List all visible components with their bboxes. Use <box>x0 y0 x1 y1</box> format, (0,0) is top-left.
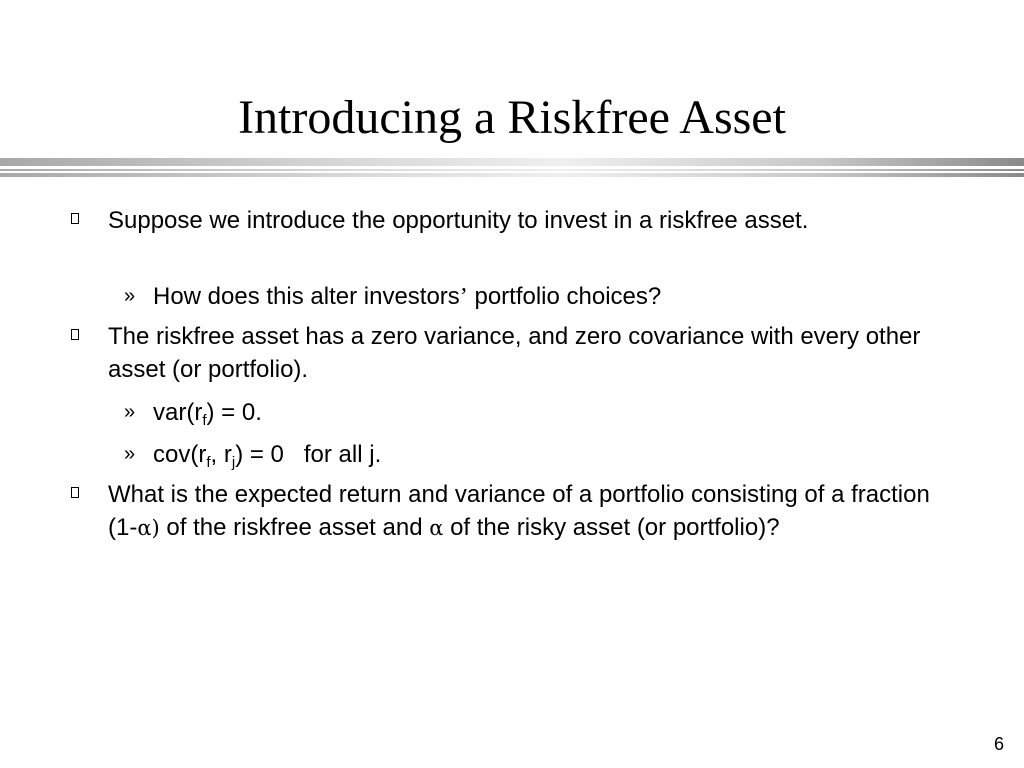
sub-bullet-marker: » <box>124 285 136 307</box>
subscript: j <box>231 454 236 471</box>
apostrophe: ’ <box>459 284 468 310</box>
bullet-text <box>108 478 938 545</box>
sub-text-part: portfolio choices? <box>467 283 662 310</box>
bullet-text: Suppose we introduce the opportunity to invest in a riskfree asset. <box>108 207 809 234</box>
bullet-text-part: of the risky asset (or portfolio)? <box>443 514 780 541</box>
sub-text-part: How does this alter investors <box>153 283 460 310</box>
square-outline-icon <box>71 329 79 340</box>
slide-title: Introducing a Riskfree Asset <box>238 91 786 144</box>
formula-part: , r <box>210 441 232 468</box>
square-outline-icon <box>71 213 79 224</box>
formula-part: ) = 0 for all j. <box>235 441 382 468</box>
bullet-text-part: of the riskfree asset and <box>159 514 430 541</box>
sub-bullet-marker: » <box>124 401 136 423</box>
divider-bar-thick <box>0 158 1024 166</box>
title-divider <box>0 158 1024 178</box>
page-number: 6 <box>993 734 1004 754</box>
bullet-text: The riskfree asset has a zero variance, and zero covariance with every other asset (or portfolio). <box>108 323 921 383</box>
sub-bullet-text <box>153 280 953 314</box>
sub-bullet-text <box>153 396 953 429</box>
divider-bar-thin <box>0 169 1024 171</box>
sub-bullet-text <box>153 438 953 471</box>
subscript: f <box>202 412 207 429</box>
formula-part: var(r <box>153 399 203 426</box>
bullet-text-part: What is the expected return and variance of a portfolio consisting of a fraction (1- <box>108 481 930 541</box>
alpha-symbol: α <box>429 516 444 540</box>
sub-bullet-marker: » <box>124 443 136 465</box>
subscript: f <box>206 454 211 471</box>
square-outline-icon <box>71 487 79 498</box>
alpha-symbol: α <box>137 516 152 540</box>
divider-bar-medium <box>0 173 1024 177</box>
formula-part: cov(r <box>153 441 207 468</box>
paren-symbol: ) <box>151 516 160 540</box>
formula-part: ) = 0. <box>206 399 262 426</box>
